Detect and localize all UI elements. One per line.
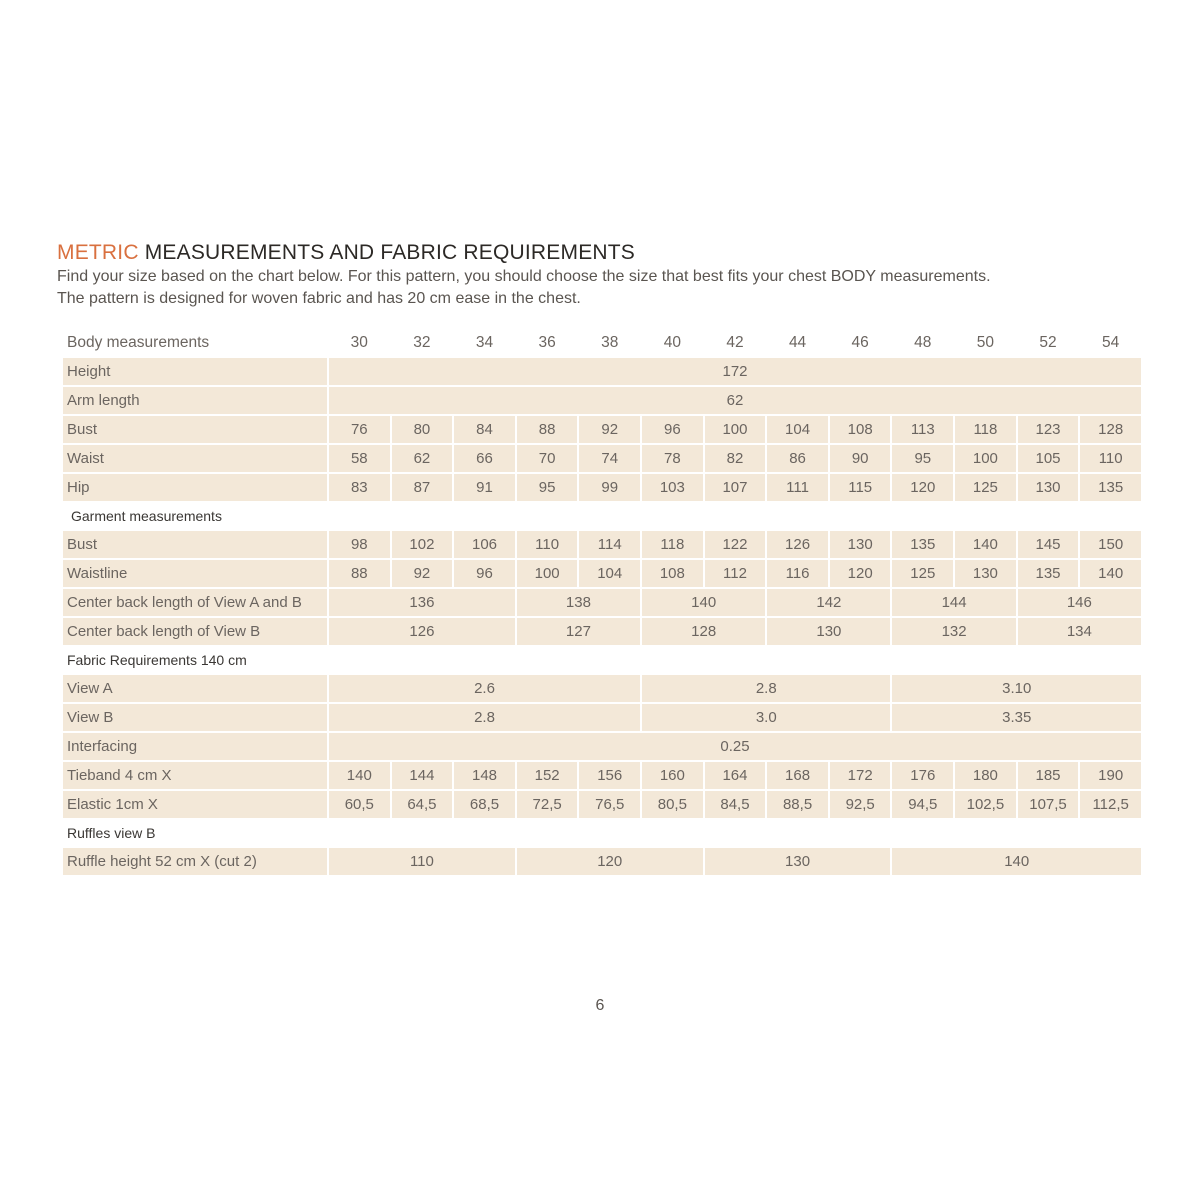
- arm-length-value: 62: [329, 387, 1141, 414]
- tieband-cell: 168: [767, 762, 828, 789]
- elastic-cell: 107,5: [1018, 791, 1079, 818]
- tieband-cell: 172: [830, 762, 891, 789]
- ruffle-height-cell: 140: [892, 848, 1141, 875]
- height-row: [63, 358, 1141, 385]
- interfacing-value: 0.25: [329, 733, 1141, 760]
- garment-waistline-label: Waistline: [63, 560, 327, 587]
- garment-waistline-cell: 135: [1018, 560, 1079, 587]
- body-waist-cell: 62: [392, 445, 453, 472]
- garment-waistline-cell: 112: [705, 560, 766, 587]
- title-accent: METRIC: [57, 241, 139, 264]
- body-waist-cell: 90: [830, 445, 891, 472]
- body-hip-cell: 99: [579, 474, 640, 501]
- center-back-b-cell: 126: [329, 618, 515, 645]
- elastic-cell: 112,5: [1080, 791, 1141, 818]
- center-back-ab-cell: 146: [1018, 589, 1141, 616]
- center-back-ab-row: [63, 589, 1141, 616]
- body-waist-label: Waist: [63, 445, 327, 472]
- body-hip-cell: 125: [955, 474, 1016, 501]
- body-waist-cell: 82: [705, 445, 766, 472]
- body-waist-cell: 110: [1080, 445, 1141, 472]
- center-back-b-cell: 128: [642, 618, 765, 645]
- size-chart-body: [63, 329, 1141, 875]
- body-waist-cell: 74: [579, 445, 640, 472]
- garment-waistline-cell: 108: [642, 560, 703, 587]
- body-waist-cell: 78: [642, 445, 703, 472]
- intro-line-1: Find your size based on the chart below. For this pattern, you should choose the size that best fits your chest BODY measurements.: [57, 268, 991, 285]
- center-back-ab-cell: 138: [517, 589, 640, 616]
- tieband-cell: 160: [642, 762, 703, 789]
- section-garment-measurements-label: Garment measurements: [71, 508, 222, 524]
- tieband-cell: 176: [892, 762, 953, 789]
- tieband-row: [63, 762, 1141, 789]
- body-waist-cell: 58: [329, 445, 390, 472]
- elastic-cell: 94,5: [892, 791, 953, 818]
- view-b-cell: 3.35: [892, 704, 1141, 731]
- body-hip-row: [63, 474, 1141, 501]
- size-header: 36: [538, 333, 556, 351]
- section-garment-measurements: [63, 503, 1141, 529]
- body-hip-cell: 95: [517, 474, 578, 501]
- garment-waistline-cell: 88: [329, 560, 390, 587]
- body-waist-row: [63, 445, 1141, 472]
- section-ruffles-label: Ruffles view B: [67, 825, 156, 841]
- garment-bust-cell: 126: [767, 531, 828, 558]
- body-bust-cell: 88: [517, 416, 578, 443]
- body-hip-cell: 103: [642, 474, 703, 501]
- tieband-cell: 152: [517, 762, 578, 789]
- elastic-cell: 92,5: [830, 791, 891, 818]
- view-a-cell: 3.10: [892, 675, 1141, 702]
- body-bust-cell: 104: [767, 416, 828, 443]
- center-back-b-cell: 130: [767, 618, 890, 645]
- garment-bust-cell: 102: [392, 531, 453, 558]
- body-bust-cell: 123: [1018, 416, 1079, 443]
- body-bust-cell: 108: [830, 416, 891, 443]
- body-bust-cell: 96: [642, 416, 703, 443]
- body-hip-cell: 120: [892, 474, 953, 501]
- elastic-cell: 80,5: [642, 791, 703, 818]
- height-value: 172: [329, 358, 1141, 385]
- body-waist-cell: 66: [454, 445, 515, 472]
- interfacing-label: Interfacing: [63, 733, 327, 760]
- elastic-cell: 88,5: [767, 791, 828, 818]
- page-title: [57, 241, 635, 265]
- elastic-cell: 84,5: [705, 791, 766, 818]
- size-header: 44: [788, 333, 807, 351]
- size-header: 48: [914, 333, 932, 351]
- view-a-cell: 2.6: [329, 675, 640, 702]
- intro-line-2: The pattern is designed for woven fabric and has 20 cm ease in the chest.: [57, 290, 581, 307]
- view-b-cell: 3.0: [642, 704, 890, 731]
- size-header: 34: [475, 333, 494, 351]
- body-hip-cell: 130: [1018, 474, 1079, 501]
- size-header: 40: [663, 333, 681, 351]
- center-back-b-cell: 127: [517, 618, 640, 645]
- elastic-cell: 64,5: [392, 791, 453, 818]
- view-b-cell: 2.8: [329, 704, 640, 731]
- center-back-b-label: Center back length of View B: [63, 618, 327, 645]
- size-chart-table: [61, 327, 1143, 877]
- garment-waistline-row: [63, 560, 1141, 587]
- garment-waistline-cell: 140: [1080, 560, 1141, 587]
- tieband-cell: 148: [454, 762, 515, 789]
- view-b-row: [63, 704, 1141, 731]
- garment-waistline-cell: 120: [830, 560, 891, 587]
- body-bust-cell: 100: [705, 416, 766, 443]
- garment-bust-label: Bust: [63, 531, 327, 558]
- garment-waistline-cell: 96: [454, 560, 515, 587]
- elastic-cell: 76,5: [579, 791, 640, 818]
- garment-waistline-cell: 116: [767, 560, 828, 587]
- size-header: 38: [601, 333, 619, 351]
- size-header: 30: [350, 333, 368, 351]
- ruffle-height-cell: 130: [705, 848, 891, 875]
- body-bust-cell: 128: [1080, 416, 1141, 443]
- ruffle-height-label: Ruffle height 52 cm X (cut 2): [63, 848, 327, 875]
- body-waist-cell: 100: [955, 445, 1016, 472]
- garment-bust-cell: 135: [892, 531, 953, 558]
- size-header: 50: [976, 333, 995, 351]
- garment-bust-cell: 122: [705, 531, 766, 558]
- garment-bust-cell: 140: [955, 531, 1016, 558]
- elastic-cell: 72,5: [517, 791, 578, 818]
- body-waist-cell: 86: [767, 445, 828, 472]
- center-back-ab-cell: 140: [642, 589, 765, 616]
- size-header: 54: [1102, 333, 1120, 351]
- body-hip-cell: 91: [454, 474, 515, 501]
- body-bust-cell: 76: [329, 416, 390, 443]
- view-a-row: [63, 675, 1141, 702]
- garment-waistline-cell: 92: [392, 560, 453, 587]
- height-label: Height: [63, 358, 327, 385]
- garment-bust-cell: 114: [579, 531, 640, 558]
- size-header: 42: [726, 333, 744, 351]
- elastic-cell: 68,5: [454, 791, 515, 818]
- tieband-label: Tieband 4 cm X: [63, 762, 327, 789]
- body-bust-cell: 118: [955, 416, 1016, 443]
- center-back-ab-label: Center back length of View A and B: [63, 589, 327, 616]
- table-header-row: [63, 329, 1141, 356]
- body-hip-cell: 111: [767, 474, 828, 501]
- ruffle-height-cell: 110: [329, 848, 515, 875]
- body-hip-cell: 115: [830, 474, 891, 501]
- garment-bust-cell: 118: [642, 531, 703, 558]
- center-back-ab-cell: 144: [892, 589, 1015, 616]
- tieband-cell: 144: [392, 762, 453, 789]
- size-header: 46: [851, 333, 869, 351]
- tieband-cell: 164: [705, 762, 766, 789]
- size-header: 52: [1039, 333, 1057, 351]
- tieband-cell: 180: [955, 762, 1016, 789]
- elastic-label: Elastic 1cm X: [63, 791, 327, 818]
- body-bust-row: [63, 416, 1141, 443]
- tieband-cell: 140: [329, 762, 390, 789]
- interfacing-row: [63, 733, 1141, 760]
- view-b-label: View B: [63, 704, 327, 731]
- body-bust-label: Bust: [63, 416, 327, 443]
- ruffle-height-row: [63, 848, 1141, 875]
- elastic-cell: 102,5: [955, 791, 1016, 818]
- center-back-b-row: [63, 618, 1141, 645]
- garment-bust-row: [63, 531, 1141, 558]
- garment-waistline-cell: 130: [955, 560, 1016, 587]
- body-waist-cell: 105: [1018, 445, 1079, 472]
- body-bust-cell: 113: [892, 416, 953, 443]
- body-waist-cell: 70: [517, 445, 578, 472]
- arm-length-row: [63, 387, 1141, 414]
- body-hip-cell: 135: [1080, 474, 1141, 501]
- body-hip-cell: 83: [329, 474, 390, 501]
- size-header: 32: [413, 333, 431, 351]
- body-measurements-header: Body measurements: [67, 333, 210, 351]
- title-rest: MEASUREMENTS AND FABRIC REQUIREMENTS: [138, 241, 635, 264]
- garment-waistline-cell: 104: [579, 560, 640, 587]
- garment-bust-cell: 106: [454, 531, 515, 558]
- body-bust-cell: 80: [392, 416, 453, 443]
- tieband-cell: 190: [1080, 762, 1141, 789]
- arm-length-label: Arm length: [63, 387, 327, 414]
- body-hip-label: Hip: [63, 474, 327, 501]
- page-number: 6: [595, 997, 605, 1014]
- section-ruffles: [63, 820, 1141, 846]
- tieband-cell: 156: [579, 762, 640, 789]
- garment-waistline-cell: 125: [892, 560, 953, 587]
- body-hip-cell: 87: [392, 474, 453, 501]
- view-a-cell: 2.8: [642, 675, 890, 702]
- center-back-ab-cell: 142: [767, 589, 890, 616]
- tieband-cell: 185: [1018, 762, 1079, 789]
- garment-bust-cell: 130: [830, 531, 891, 558]
- center-back-ab-cell: 136: [329, 589, 515, 616]
- body-bust-cell: 92: [579, 416, 640, 443]
- garment-bust-cell: 98: [329, 531, 390, 558]
- center-back-b-cell: 132: [892, 618, 1015, 645]
- ruffle-height-cell: 120: [517, 848, 703, 875]
- garment-bust-cell: 150: [1080, 531, 1141, 558]
- section-fabric-requirements: [63, 647, 1141, 673]
- garment-waistline-cell: 100: [517, 560, 578, 587]
- elastic-cell: 60,5: [329, 791, 390, 818]
- view-a-label: View A: [63, 675, 327, 702]
- garment-bust-cell: 110: [517, 531, 578, 558]
- center-back-b-cell: 134: [1018, 618, 1141, 645]
- body-waist-cell: 95: [892, 445, 953, 472]
- garment-bust-cell: 145: [1018, 531, 1079, 558]
- body-bust-cell: 84: [454, 416, 515, 443]
- body-hip-cell: 107: [705, 474, 766, 501]
- elastic-row: [63, 791, 1141, 818]
- section-fabric-requirements-label: Fabric Requirements 140 cm: [67, 652, 247, 668]
